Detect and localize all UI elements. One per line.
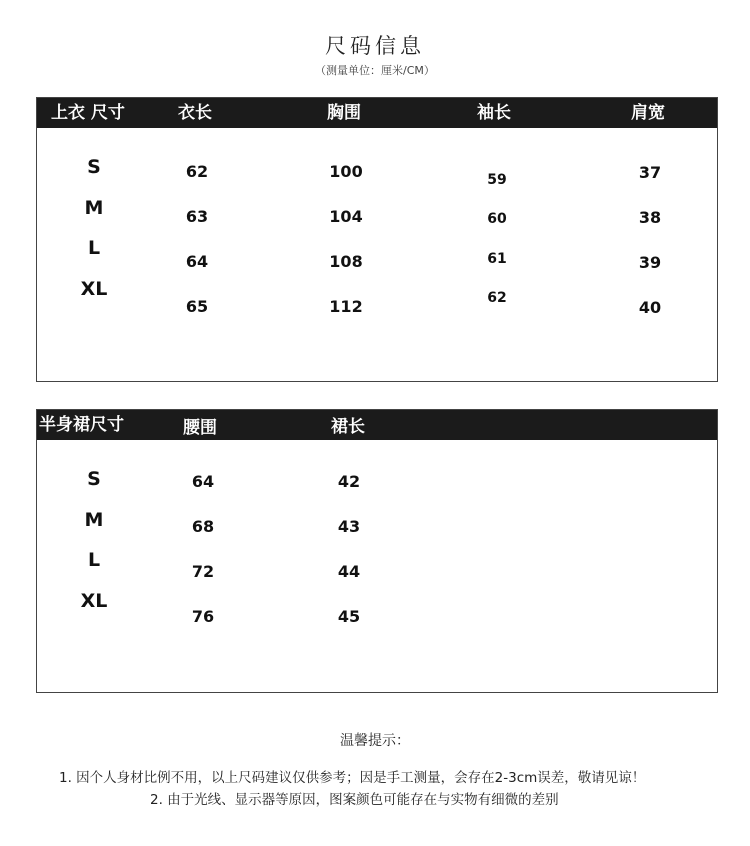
- skirt-waist-xl: 76: [191, 607, 215, 626]
- top-length-s: 62: [185, 162, 209, 181]
- skirt-table-header: [37, 410, 717, 440]
- measurement-unit-note: （测量单位：厘米/CM）: [315, 64, 435, 77]
- page-title: 尺码信息: [325, 34, 425, 58]
- top-header-shoulder: 肩宽: [631, 103, 665, 123]
- top-size-m: M: [84, 197, 104, 219]
- skirt-length-xl: 45: [337, 607, 361, 626]
- tips-title: 温馨提示：: [340, 733, 410, 749]
- top-size-xl: XL: [80, 278, 108, 300]
- skirt-size-l: L: [87, 549, 101, 571]
- skirt-length-l: 44: [337, 562, 361, 581]
- skirt-waist-l: 72: [191, 562, 215, 581]
- skirt-size-m: M: [84, 509, 104, 531]
- top-size-table: [36, 97, 718, 382]
- skirt-size-table: [36, 409, 718, 693]
- top-header-sleeve: 袖长: [477, 103, 511, 123]
- top-chest-m: 104: [329, 207, 363, 226]
- top-chest-l: 108: [329, 252, 363, 271]
- skirt-waist-s: 64: [191, 472, 215, 491]
- skirt-length-m: 43: [337, 517, 361, 536]
- top-table-header: [37, 98, 717, 128]
- skirt-size-s: S: [87, 468, 101, 490]
- top-header-size: 上衣 尺寸: [51, 103, 125, 123]
- top-length-m: 63: [185, 207, 209, 226]
- top-chest-xl: 112: [329, 297, 363, 316]
- top-sleeve-l: 61: [487, 251, 507, 267]
- skirt-length-s: 42: [337, 472, 361, 491]
- skirt-header-length: 裙长: [331, 417, 365, 437]
- top-sleeve-xl: 62: [487, 290, 507, 306]
- top-shoulder-m: 38: [638, 208, 662, 227]
- top-shoulder-s: 37: [638, 163, 662, 182]
- top-sleeve-s: 59: [487, 172, 507, 188]
- tip-line-2: 2. 由于光线、显示器等原因，图案颜色可能存在与实物有细微的差别: [150, 792, 559, 808]
- top-length-xl: 65: [185, 297, 209, 316]
- top-length-l: 64: [185, 252, 209, 271]
- top-shoulder-xl: 40: [638, 298, 662, 317]
- top-shoulder-l: 39: [638, 253, 662, 272]
- top-header-chest: 胸围: [327, 103, 361, 123]
- skirt-header-size: 半身裙尺寸: [39, 415, 124, 435]
- skirt-size-xl: XL: [80, 590, 108, 612]
- top-size-l: L: [87, 237, 101, 259]
- skirt-header-waist: 腰围: [183, 418, 217, 438]
- top-size-s: S: [87, 156, 101, 178]
- tip-line-1: 1. 因个人身材比例不用，以上尺码建议仅供参考；因是手工测量，会存在2-3cm误差，敬请见谅！: [59, 770, 646, 786]
- top-sleeve-m: 60: [487, 211, 507, 227]
- skirt-waist-m: 68: [191, 517, 215, 536]
- top-chest-s: 100: [329, 162, 363, 181]
- top-header-length: 衣长: [178, 103, 212, 123]
